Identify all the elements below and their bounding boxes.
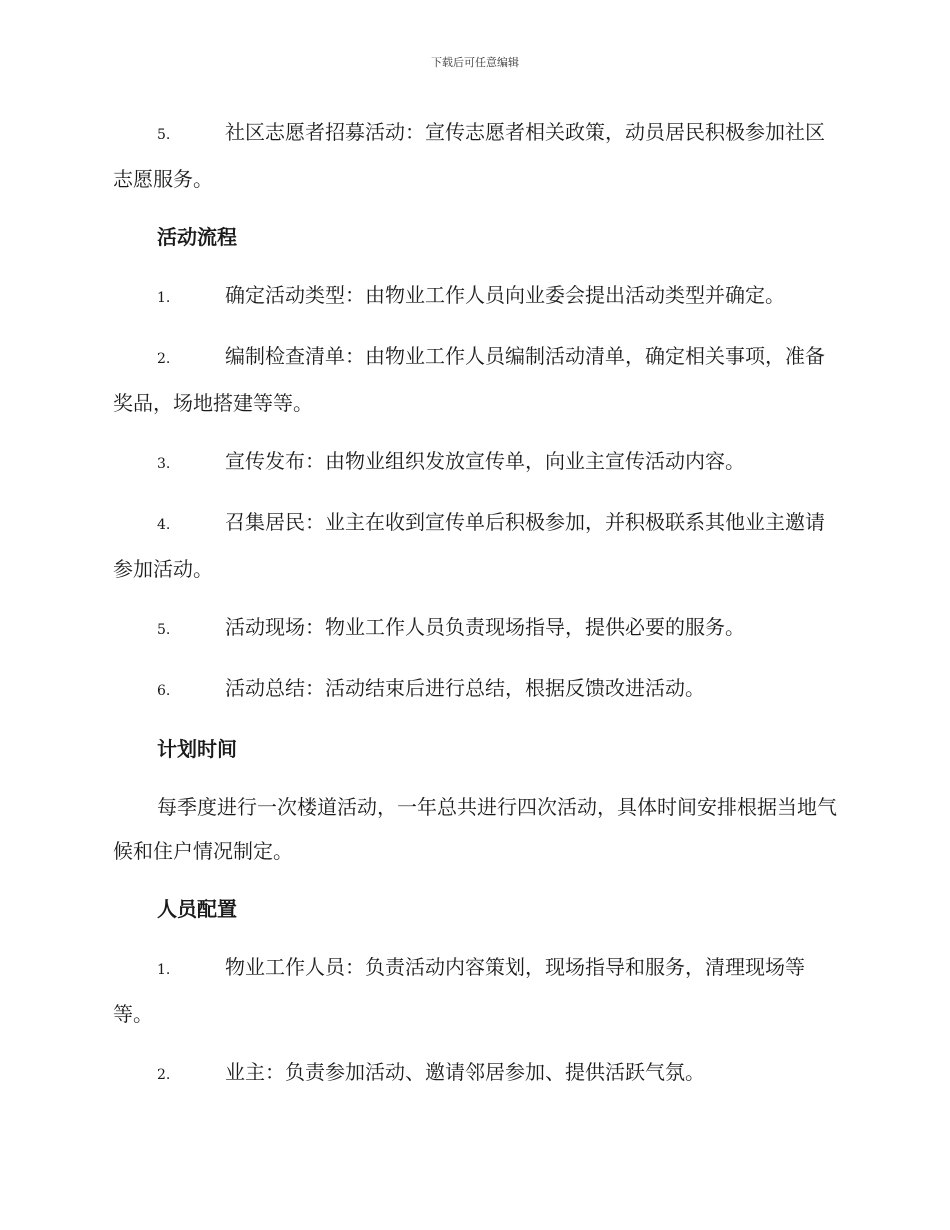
- list-text: 活动现场：物业工作人员负责现场指导，提供必要的服务。: [225, 615, 745, 639]
- list-number: 3.: [157, 456, 171, 472]
- list-number: 1.: [157, 962, 171, 978]
- list-text: 业主：负责参加活动、邀请邻居参加、提供活跃气氛。: [225, 1060, 705, 1084]
- list-item: [113, 945, 838, 1036]
- list-item: [113, 439, 838, 486]
- document-body: [113, 110, 838, 1111]
- list-text: 活动总结：活动结束后进行总结，根据反馈改进活动。: [225, 676, 705, 700]
- list-number: 6.: [157, 683, 171, 699]
- list-number: 5.: [157, 622, 171, 638]
- list-number: 4.: [157, 517, 171, 533]
- page-header-note: 下载后可任意编辑: [431, 56, 519, 69]
- list-item: [113, 1050, 838, 1097]
- list-text: 召集居民：业主在收到宣传单后积极参加，并积极联系其他业主邀请参加活动。: [113, 510, 825, 581]
- list-item: [113, 334, 838, 425]
- list-item: [113, 500, 838, 591]
- section-heading-schedule: 计划时间: [157, 737, 237, 761]
- schedule-paragraph: 每季度进行一次楼道活动，一年总共进行四次活动，具体时间安排根据当地气候和住户情况制定。: [113, 795, 837, 863]
- list-item: [113, 666, 838, 713]
- list-text: 社区志愿者招募活动：宣传志愿者相关政策，动员居民积极参加社区志愿服务。: [113, 120, 825, 191]
- section-heading-process: 活动流程: [157, 225, 237, 249]
- list-text: 编制检查清单：由物业工作人员编制活动清单，确定相关事项，准备奖品，场地搭建等等。: [113, 344, 825, 415]
- list-item: [113, 110, 838, 201]
- list-text: 确定活动类型：由物业工作人员向业委会提出活动类型并确定。: [225, 283, 785, 307]
- list-text: 物业工作人员：负责活动内容策划，现场指导和服务，清理现场等等。: [113, 955, 805, 1026]
- section-heading-staffing: 人员配置: [157, 897, 237, 921]
- list-text: 宣传发布：由物业组织发放宣传单，向业主宣传活动内容。: [225, 449, 745, 473]
- list-number: 5.: [157, 127, 171, 143]
- list-number: 1.: [157, 290, 171, 306]
- list-number: 2.: [157, 1067, 171, 1083]
- list-item: [113, 605, 838, 652]
- list-item: [113, 273, 838, 320]
- list-number: 2.: [157, 351, 171, 367]
